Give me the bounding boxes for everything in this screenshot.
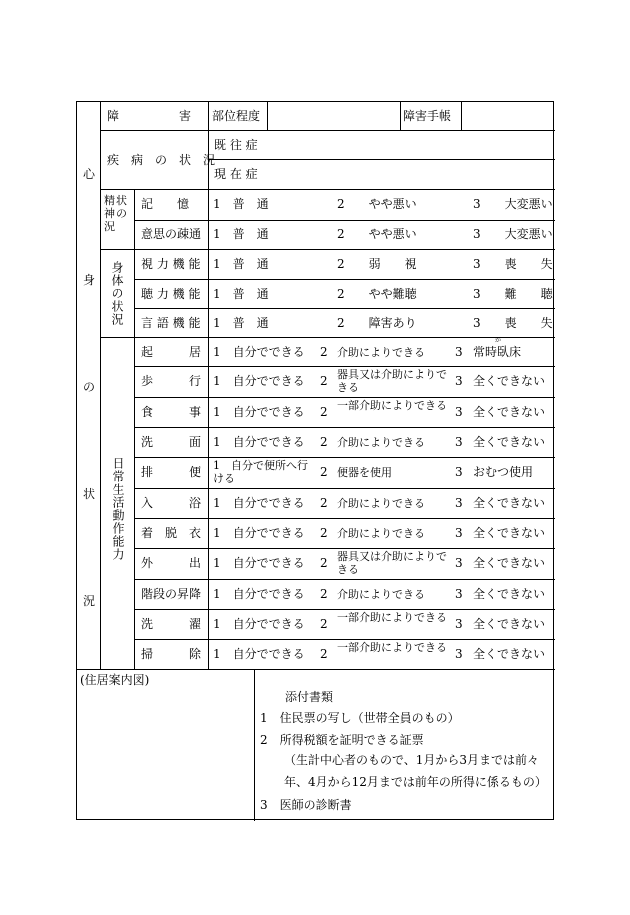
- option-2[interactable]: 2 やや悪い: [337, 227, 417, 241]
- col-line: [134, 189, 135, 669]
- status-form: [76, 101, 554, 820]
- option-3[interactable]: 全くできない: [473, 435, 546, 449]
- option-2-number: 2: [320, 587, 328, 601]
- option-1[interactable]: 1 自分でできる: [213, 435, 305, 449]
- option-3[interactable]: 全くできない: [473, 526, 546, 540]
- side-title-char: 況: [83, 594, 96, 608]
- row-label: 洗 濯: [141, 617, 202, 631]
- residence-map-label: (住居案内図): [80, 673, 150, 687]
- ruby-ga: が: [495, 337, 502, 344]
- option-2[interactable]: 介助によりできる: [337, 588, 425, 601]
- disability-techo-field[interactable]: [466, 109, 550, 124]
- option-1[interactable]: 1 普 通: [213, 197, 269, 211]
- option-3-number: 3: [455, 435, 463, 449]
- row-label: 記 憶: [141, 197, 190, 211]
- row-label: 着 脱 衣: [141, 526, 202, 540]
- option-2[interactable]: 一部介助によりできる: [337, 641, 447, 654]
- option-3[interactable]: 全くできない: [473, 617, 546, 631]
- disease-label: 疾 病 の 状 況: [107, 153, 216, 167]
- option-2[interactable]: 介助によりできる: [337, 527, 425, 540]
- option-3-number: 3: [455, 617, 463, 631]
- mental-group-label: 精状神の況: [104, 194, 128, 233]
- option-3[interactable]: 全くできない: [473, 556, 546, 570]
- row-line: [134, 488, 555, 489]
- option-3[interactable]: 3 大変悪い: [473, 227, 553, 241]
- daily-group-label: 日常生活動作能力: [111, 457, 125, 561]
- option-1[interactable]: 1 自分で便所へ行ける: [213, 459, 308, 485]
- option-3-number: 3: [455, 526, 463, 540]
- option-1[interactable]: 1 自分でできる: [213, 556, 305, 570]
- row-label: 視 力 機 能: [141, 257, 201, 271]
- row-line: [134, 366, 555, 367]
- option-2[interactable]: 介助によりできる: [337, 346, 425, 359]
- option-3[interactable]: 全くできない: [473, 496, 546, 510]
- physical-group-label: 身体の状況: [110, 261, 124, 326]
- attachment-item: 3 医師の診断書: [260, 798, 352, 812]
- row-line: [134, 639, 555, 640]
- disability-label: 障 害: [107, 109, 192, 123]
- option-1[interactable]: 1 自分でできる: [213, 345, 305, 359]
- col-line: [100, 102, 101, 669]
- row-line: [100, 189, 555, 190]
- section-divider: [77, 669, 555, 670]
- row-label: 階段の昇降: [141, 587, 202, 601]
- option-2-number: 2: [320, 647, 328, 661]
- option-2-number: 2: [320, 465, 328, 479]
- option-3-number: 3: [455, 587, 463, 601]
- option-2-number: 2: [320, 345, 328, 359]
- row-label: 入 浴: [141, 496, 202, 510]
- option-2[interactable]: 器具又は介助によりできる: [337, 368, 447, 394]
- option-1[interactable]: 1 自分でできる: [213, 496, 305, 510]
- row-line: [134, 427, 555, 428]
- attachments-title: 添付書類: [285, 690, 334, 704]
- option-1[interactable]: 1 自分でできる: [213, 526, 305, 540]
- row-label: 言 語 機 能: [141, 316, 201, 330]
- col-line: [254, 669, 255, 821]
- past-history-label: 既 往 症: [214, 138, 258, 152]
- option-2[interactable]: 介助によりできる: [337, 497, 425, 510]
- row-label: 歩 行: [141, 374, 202, 388]
- option-3[interactable]: おむつ使用: [473, 465, 534, 479]
- option-3[interactable]: 3 喪 失: [473, 257, 553, 271]
- residence-map-area[interactable]: [81, 692, 249, 816]
- row-label: 食 事: [141, 405, 202, 419]
- option-2[interactable]: 2 障害あり: [337, 316, 417, 330]
- option-1[interactable]: 1 自分でできる: [213, 647, 305, 661]
- option-3[interactable]: 常時臥床: [473, 345, 522, 359]
- row-label: 排 便: [141, 465, 202, 479]
- option-3-number: 3: [455, 556, 463, 570]
- disability-techo-label: 障害手帳: [403, 109, 452, 123]
- row-label: 聴 力 機 能: [141, 287, 201, 301]
- row-line: [100, 337, 555, 338]
- option-1[interactable]: 1 普 通: [213, 316, 269, 330]
- option-1[interactable]: 1 自分でできる: [213, 617, 305, 631]
- row-line: [134, 279, 555, 280]
- attachment-item: 2 所得税額を証明できる証票: [260, 733, 424, 747]
- option-3-number: 3: [455, 345, 463, 359]
- option-2[interactable]: 2 やや難聴: [337, 287, 417, 301]
- col-line: [208, 102, 209, 669]
- row-line: [134, 579, 555, 580]
- side-title-char: の: [83, 380, 96, 394]
- row-label: 掃 除: [141, 647, 202, 661]
- row-line: [134, 457, 555, 458]
- option-2-number: 2: [320, 556, 328, 570]
- row-line: [134, 548, 555, 549]
- side-title-char: 状: [83, 487, 96, 501]
- row-line: [100, 249, 555, 250]
- option-1[interactable]: 1 自分でできる: [213, 374, 305, 388]
- option-3[interactable]: 3 大変悪い: [473, 197, 553, 211]
- attachment-note: （生計中心者のもので、1月から3月までは前々年、4月から12月までは前年の所得に係るもの）: [284, 753, 547, 789]
- option-2[interactable]: 一部介助によりできる: [337, 399, 447, 412]
- option-2-number: 2: [320, 435, 328, 449]
- option-3-number: 3: [455, 465, 463, 479]
- row-line: [100, 130, 555, 131]
- option-2[interactable]: 2 やや悪い: [337, 197, 417, 211]
- option-2-number: 2: [320, 405, 328, 419]
- col-line: [461, 102, 462, 130]
- option-1[interactable]: 1 普 通: [213, 287, 269, 301]
- option-3[interactable]: 全くできない: [473, 405, 546, 419]
- row-line: [134, 397, 555, 398]
- row-line: [134, 308, 555, 309]
- option-3[interactable]: 3 喪 失: [473, 316, 553, 330]
- option-1[interactable]: 1 普 通: [213, 227, 269, 241]
- option-2[interactable]: 2 弱 視: [337, 257, 417, 271]
- option-2[interactable]: 介助によりできる: [337, 436, 425, 449]
- current-symptom-label: 現 在 症: [214, 167, 258, 181]
- side-title-char: 身: [83, 273, 96, 287]
- row-label: 洗 面: [141, 435, 202, 449]
- row-line: [134, 220, 555, 221]
- part-degree-label: 部位程度: [212, 109, 261, 123]
- row-label: 起 居: [141, 345, 202, 359]
- col-line: [267, 102, 268, 130]
- past-history-field[interactable]: [272, 138, 550, 153]
- option-2-number: 2: [320, 617, 328, 631]
- option-3-number: 3: [455, 405, 463, 419]
- side-title-char: 心: [83, 167, 96, 181]
- attachment-item: 1 住民票の写し（世帯全員のもの）: [260, 711, 460, 725]
- option-3-number: 3: [455, 374, 463, 388]
- option-2-number: 2: [320, 526, 328, 540]
- option-3[interactable]: 全くできない: [473, 374, 546, 388]
- option-3[interactable]: 全くできない: [473, 647, 546, 661]
- row-label: 外 出: [141, 556, 202, 570]
- option-2[interactable]: 便器を使用: [337, 466, 392, 479]
- current-symptom-field[interactable]: [272, 167, 550, 182]
- part-degree-field[interactable]: [272, 109, 396, 124]
- row-line: [208, 159, 555, 160]
- row-line: [134, 518, 555, 519]
- col-line: [400, 102, 401, 130]
- option-2[interactable]: 器具又は介助によりできる: [337, 550, 447, 576]
- option-3[interactable]: 全くできない: [473, 587, 546, 601]
- row-label: 意思の疎通: [141, 227, 202, 241]
- option-3-number: 3: [455, 496, 463, 510]
- option-2[interactable]: 一部介助によりできる: [337, 611, 447, 624]
- option-1[interactable]: 1 自分でできる: [213, 405, 305, 419]
- row-line: [134, 609, 555, 610]
- option-1[interactable]: 1 普 通: [213, 257, 269, 271]
- option-3[interactable]: 3 難 聴: [473, 287, 553, 301]
- option-2-number: 2: [320, 374, 328, 388]
- option-1[interactable]: 1 自分でできる: [213, 587, 305, 601]
- option-3-number: 3: [455, 647, 463, 661]
- option-2-number: 2: [320, 496, 328, 510]
